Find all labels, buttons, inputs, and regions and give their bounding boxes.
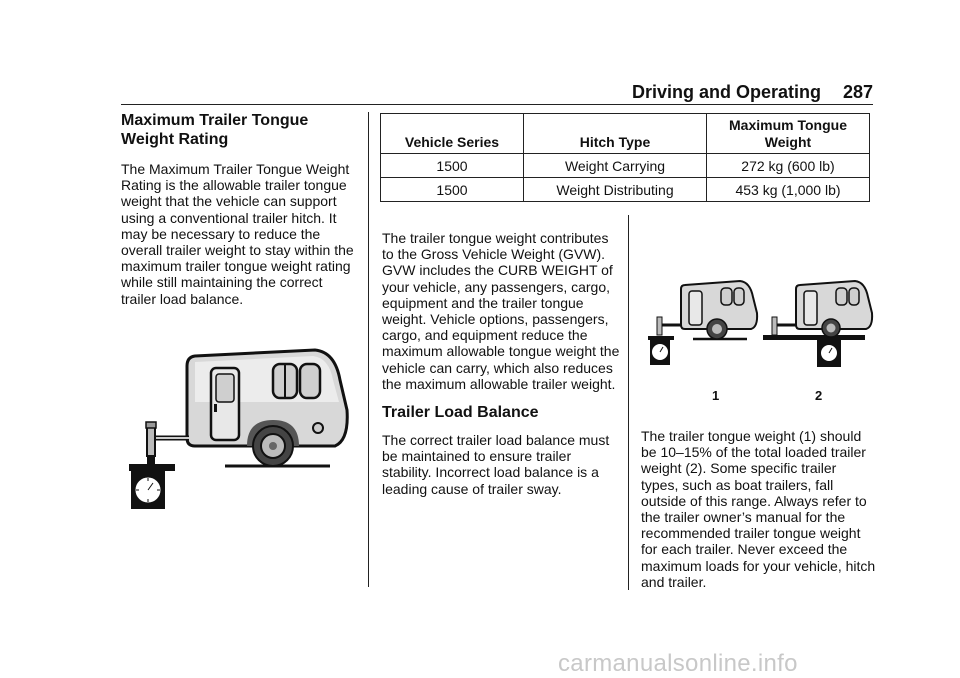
column-header-vehicle-series: Vehicle Series <box>381 114 524 154</box>
max-tongue-weight-paragraph: The Maximum Trailer Tongue Weight Rating is the allowable trailer tongue weight that the vehicle can support using a conventional trailer hitch. It may be necessary to reduce the overall trailer weight to stay within the maximum trailer tongue weight rating while still maintaining the correct trailer load balance. <box>121 161 354 307</box>
column-divider-left <box>368 112 369 587</box>
section-title: Driving and Operating <box>632 82 822 102</box>
table-cell: Weight Distributing <box>524 178 707 202</box>
table-cell: 1500 <box>381 178 524 202</box>
right-column <box>641 428 877 590</box>
tongue-weight-table <box>380 113 870 202</box>
section-heading-max-tongue-weight: Maximum Trailer Tongue Weight Rating <box>121 112 309 148</box>
gvw-paragraph: The trailer tongue weight contributes to the Gross Vehicle Weight (GVW). GVW includes the CURB WEIGHT of your vehicle, any passengers, cargo, equipment and the trailer tongue weight. Vehicle options, passengers, cargo, and equipment reduce the maximum allowable tongue weight the vehicle can carry, which also reduces the maximum allowable trailer weight. <box>382 230 620 392</box>
section-heading-trailer-load-balance: Trailer Load Balance <box>382 404 539 422</box>
figure-label-1: 1 <box>712 388 720 403</box>
table-cell: 1500 <box>381 154 524 178</box>
trailer-figure-2 <box>763 281 872 367</box>
trailer-figure-1 <box>648 281 757 365</box>
header-rule <box>121 104 873 105</box>
middle-column <box>382 230 622 497</box>
left-column <box>121 111 356 307</box>
figure-label-2: 2 <box>815 388 823 403</box>
table-row <box>381 154 870 178</box>
column-divider-right <box>628 215 629 590</box>
table-cell: 453 kg (1,000 lb) <box>707 178 870 202</box>
column-header-hitch-type: Hitch Type <box>524 114 707 154</box>
trailer-scale-illustration <box>125 340 355 515</box>
column-header-max-tongue-weight: Maximum Tongue Weight <box>707 114 870 154</box>
table-cell: Weight Carrying <box>524 154 707 178</box>
watermark: carmanualsonline.info <box>558 650 798 677</box>
table-cell: 272 kg (600 lb) <box>707 154 870 178</box>
table-header-row <box>381 114 870 154</box>
table-row <box>381 178 870 202</box>
tongue-vs-total-weight-illustration <box>645 275 875 375</box>
tongue-weight-guidance-paragraph: The trailer tongue weight (1) should be 10–15% of the total loaded trailer weight (2). Some specific trailer types, such as boat trailers, fall outside of this range. Always refer to the trailer owner’s manual for the recommended trailer tongue weight for each trailer. Never exceed the maximum loads for your vehicle, hitch and trailer. <box>641 428 876 590</box>
page-number: 287 <box>843 82 874 102</box>
load-balance-paragraph: The correct trailer load balance must be maintained to ensure trailer stability. Incorrect load balance is a leading cause of trailer sway. <box>382 432 610 497</box>
